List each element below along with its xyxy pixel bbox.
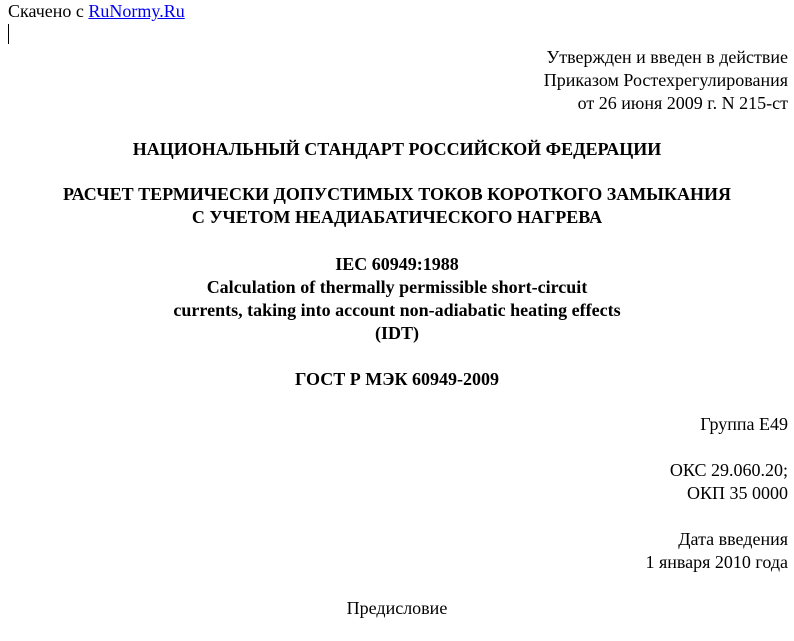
group-code: Группа Е49 <box>700 414 788 434</box>
intro-date-block <box>645 528 788 574</box>
source-link[interactable]: RuNormy.Ru <box>88 1 185 21</box>
text-cursor <box>8 24 9 44</box>
approval-block <box>544 46 788 115</box>
standard-main-title <box>0 183 794 229</box>
intro-date-value: 1 января 2010 года <box>645 552 788 572</box>
national-standard-title: НАЦИОНАЛЬНЫЙ СТАНДАРТ РОССИЙСКОЙ ФЕДЕРАЦИИ <box>132 139 662 159</box>
approval-line-1: Утвержден и введен в действие <box>546 47 788 67</box>
intro-date-label: Дата введения <box>678 529 788 549</box>
approval-line-2: Приказом Ростехрегулирования <box>543 70 788 90</box>
okp-code: ОКП 35 0000 <box>686 483 788 503</box>
oks-code: ОКС 29.060.20; <box>669 460 788 480</box>
iec-title-line-2: currents, taking into account non-adiabatic heating effects <box>173 300 621 320</box>
foreword-heading: Предисловие <box>346 598 448 618</box>
approval-line-3: от 26 июня 2009 г. N 215-ст <box>577 93 788 113</box>
classification-block <box>670 459 788 505</box>
iec-title-block <box>0 253 794 345</box>
iec-number: IEC 60949:1988 <box>335 254 459 274</box>
main-title-line-1: РАСЧЕТ ТЕРМИЧЕСКИ ДОПУСТИМЫХ ТОКОВ КОРОТКОГО ЗАМЫКАНИЯ <box>63 184 731 204</box>
source-line <box>8 1 185 22</box>
source-prefix: Скачено с <box>8 1 84 21</box>
iec-idt: (IDT) <box>375 323 419 343</box>
iec-title-line-1: Calculation of thermally permissible short-circuit <box>206 277 588 297</box>
gost-number: ГОСТ Р МЭК 60949-2009 <box>295 369 499 389</box>
main-title-line-2: С УЧЕТОМ НЕАДИАБАТИЧЕСКОГО НАГРЕВА <box>191 207 603 227</box>
